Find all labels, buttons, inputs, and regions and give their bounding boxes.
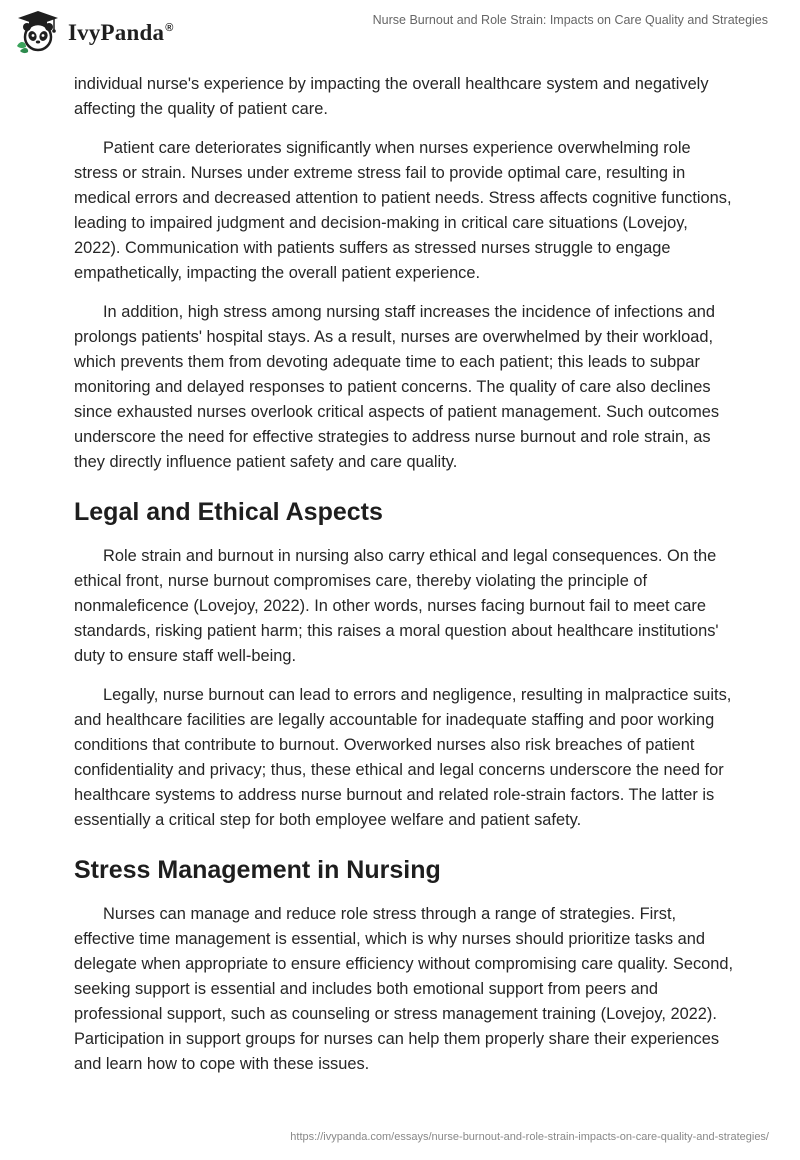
paragraph: individual nurse's experience by impacting the overall healthcare system and negatively affecting the quality of patient care.	[74, 75, 709, 118]
section-heading-stress-management: Stress Management in Nursing	[74, 856, 441, 884]
paragraph: In addition, high stress among nursing staff increases the incidence of infections and prolongs patients' hospital stays. As a result, nurses are overwhelmed by their workload, which prevents them from devoting adequate time to each patient; this leads to subpar monitoring and delayed responses to patient concerns. The quality of care also declines since exhausted nurses overlook critical aspects of patient management. Such outcomes underscore the need for effective strategies to address nurse burnout and role strain, as they directly influence patient safety and care quality.	[74, 303, 720, 471]
panda-graduate-icon	[14, 10, 62, 54]
paragraph: Role strain and burnout in nursing also carry ethical and legal consequences. On the ethical front, nurse burnout compromises care, thereby violating the principle of nonmaleficence (Lovejoy, 2022). In other words, nurses facing burnout fail to meet care standards, risking patient harm; this raises a moral question about healthcare institutions' duty to ensure staff well-being.	[74, 547, 719, 665]
paragraph: Legally, nurse burnout can lead to errors and negligence, resulting in malpractice suits, and healthcare facilities are legally accountable for inadequate staffing and poor working conditions that contribute to burnout. Overworked nurses also risk breaches of patient confidentiality and privacy; thus, these ethical and legal concerns underscore the need for healthcare systems to address nurse burnout and related role-strain factors. The latter is essentially a critical step for both employee welfare and patient safety.	[74, 686, 732, 829]
document-title: Nurse Burnout and Role Strain: Impacts on Care Quality and Strategies	[372, 13, 768, 27]
footer-url-link[interactable]: https://ivypanda.com/essays/nurse-burnout-and-role-strain-impacts-on-care-quality-and-strategies/	[290, 1131, 769, 1143]
paragraph: Patient care deteriorates significantly when nurses experience overwhelming role stress or strain. Nurses under extreme stress fail to provide optimal care, resulting in medical errors and decreased attention to patient needs. Stress affects cognitive functions, leading to impaired judgment and decision-making in critical care situations (Lovejoy, 2022). Communication with patients suffers as stressed nurses struggle to engage empathetically, impacting the overall patient experience.	[74, 139, 732, 282]
registered-mark: ®	[165, 22, 174, 35]
page-header	[0, 0, 800, 64]
ivypanda-logo[interactable]	[14, 10, 174, 54]
paragraph: Nurses can manage and reduce role stress through a range of strategies. First, effective time management is essential, which is why nurses should prioritize tasks and delegate when appropriate to ensure efficiency without compromising care quality. Second, seeking support is essential and includes both emotional support from peers and professional support, such as counseling or stress management training (Lovejoy, 2022). Participation in support groups for nurses can help them properly share their experiences and learn how to cope with these issues.	[74, 905, 734, 1073]
section-heading-legal-ethical: Legal and Ethical Aspects	[74, 498, 383, 526]
essay-body	[74, 72, 734, 1091]
brand-name: IvyPanda®	[68, 20, 174, 45]
